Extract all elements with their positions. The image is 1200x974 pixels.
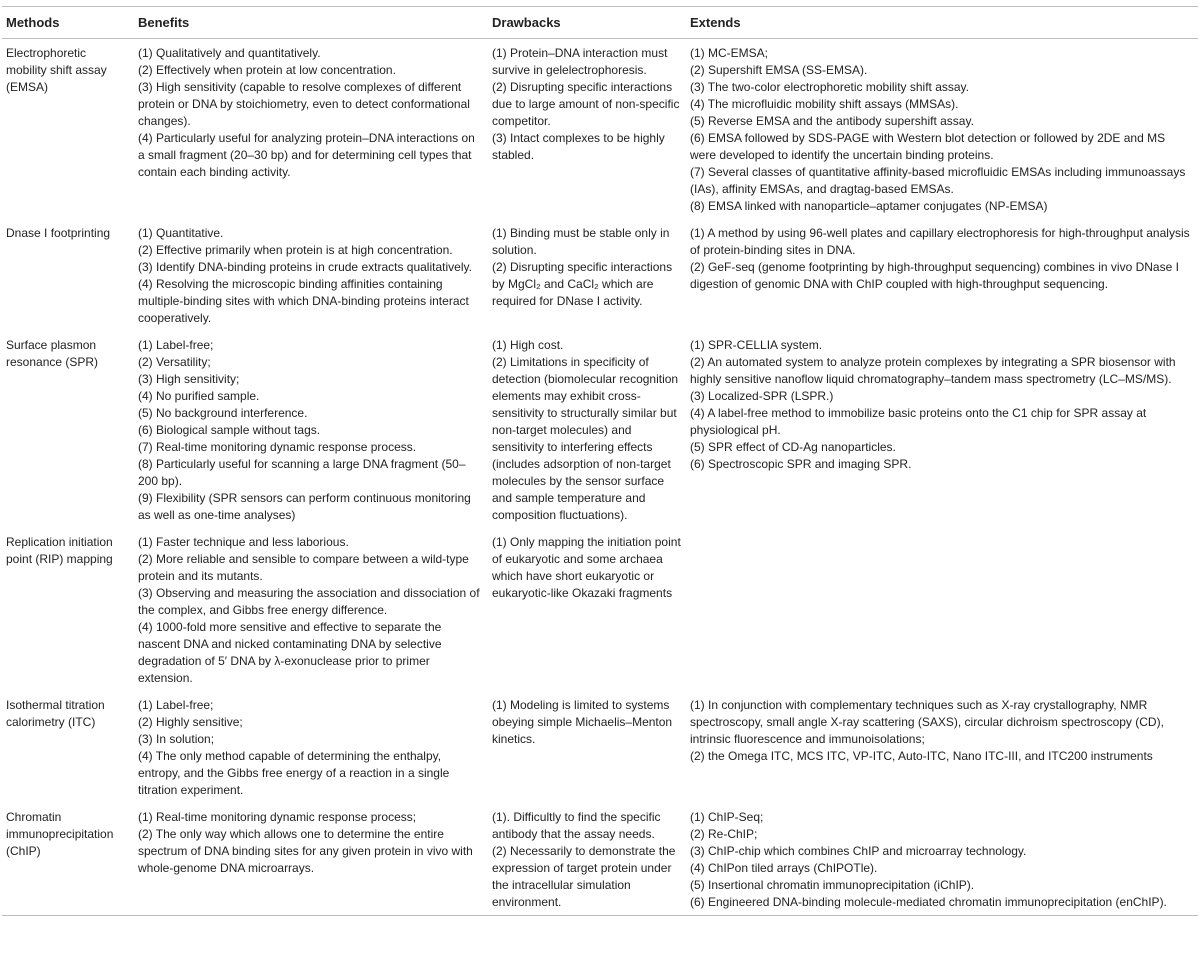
list-item: (4) 1000-fold more sensitive and effective to separate the nascent DNA and nicked contaminating DNA by selective degradation of 5′ DNA by λ-exonuclease prior to primer extension. (138, 620, 442, 685)
list-item: (2) the Omega ITC, MCS ITC, VP-ITC, Auto-ITC, Nano ITC-III, and ITC200 instruments (690, 749, 1153, 763)
drawbacks-cell (488, 528, 686, 691)
list-item: (1) Label-free; (138, 698, 214, 712)
list-item: (6) Biological sample without tags. (138, 423, 321, 437)
drawbacks-cell (488, 219, 686, 331)
header-benefits: Benefits (134, 7, 488, 39)
list-item: (9) Flexibility (SPR sensors can perform continuous monitoring as well as one-time analyses) (138, 491, 471, 522)
header-extends: Extends (686, 7, 1198, 39)
list-item: (2) The only way which allows one to determine the entire spectrum of DNA binding sites for any given protein in vivo with whole-genome DNA microarrays. (138, 827, 473, 875)
list-item: (5) Insertional chromatin immunoprecipitation (iChIP). (690, 878, 975, 892)
list-item: (1) Label-free; (138, 338, 214, 352)
list-item: (4) Particularly useful for analyzing protein–DNA interactions on a small fragment (20–30 bp) and for determining cell types that contain each binding activity. (138, 131, 475, 179)
benefits-cell (134, 39, 488, 220)
list-item: (1) In conjunction with complementary techniques such as X-ray crystallography, NMR spectroscopy, small angle X-ray scattering (SAXS), circular dichroism spectroscopy (CD), intrinsic fluorescence and immunoisolations; (690, 698, 1164, 746)
drawbacks-cell (488, 803, 686, 916)
method-name: Isothermal titration calorimetry (ITC) (6, 698, 105, 729)
list-item: (2) GeF-seq (genome footprinting by high-throughput sequencing) combines in vivo DNase I digestion of genomic DNA with ChIP coupled with high-throughput sequencing. (690, 260, 1179, 291)
list-item: (2) Limitations in specificity of detection (biomolecular recognition elements may exhibit cross-sensitivity to structurally similar but non-target molecules) and sensitivity to interfering effects (includes adsorption of non-target molecules by the sensor surface and sample temperature and composition fluctuations). (492, 355, 679, 522)
list-item: (6) EMSA followed by SDS-PAGE with Western blot detection or followed by 2DE and MS were developed to identify the uncertain binding proteins. (690, 131, 1166, 162)
list-item: (5) SPR effect of CD-Ag nanoparticles. (690, 440, 896, 454)
method-name: Dnase I footprinting (6, 226, 111, 240)
method-cell (2, 331, 134, 528)
list-item: (3) Identify DNA-binding proteins in crude extracts qualitatively. (138, 260, 472, 274)
list-item: (1) Modeling is limited to systems obeying simple Michaelis–Menton kinetics. (492, 698, 673, 746)
list-item: (3) ChIP-chip which combines ChIP and microarray technology. (690, 844, 1027, 858)
list-item: (3) High sensitivity (capable to resolve complexes of different protein or DNA by stoichiometry, even to detect conformational changes). (138, 80, 470, 128)
list-item: (1) SPR-CELLIA system. (690, 338, 823, 352)
list-item: (3) Observing and measuring the association and dissociation of the complex, and Gibbs free energy difference. (138, 586, 480, 617)
table-row (2, 39, 1198, 220)
header-methods: Methods (2, 7, 134, 39)
list-item: (2) Highly sensitive; (138, 715, 243, 729)
header-row (2, 7, 1198, 39)
benefits-cell (134, 528, 488, 691)
method-name: Chromatin immunoprecipitation (ChIP) (6, 810, 114, 858)
extends-cell (686, 39, 1198, 220)
list-item: (3) The two-color electrophoretic mobility shift assay. (690, 80, 969, 94)
list-item: (1) Faster technique and less laborious. (138, 535, 349, 549)
list-item: (2) Disrupting specific interactions due to large amount of non-specific competitor. (492, 80, 680, 128)
method-cell (2, 219, 134, 331)
method-cell (2, 39, 134, 220)
list-item: (8) EMSA linked with nanoparticle–aptamer conjugates (NP-EMSA) (690, 199, 1048, 213)
method-cell (2, 528, 134, 691)
list-item: (3) In solution; (138, 732, 215, 746)
methods-comparison-table (2, 6, 1198, 916)
list-item: (2) More reliable and sensible to compare between a wild-type protein and its mutants. (138, 552, 469, 583)
list-item: (4) Resolving the microscopic binding affinities containing multiple-binding sites with which DNA-binding proteins interact cooperatively. (138, 277, 469, 325)
header-drawbacks: Drawbacks (488, 7, 686, 39)
table-row (2, 691, 1198, 803)
list-item: (1) Only mapping the initiation point of eukaryotic and some archaea which have short eukaryotic or eukaryotic-like Okazaki fragments (492, 535, 681, 600)
table-row (2, 528, 1198, 691)
list-item: (2) Disrupting specific interactions by MgCl₂ and CaCl₂ which are required for DNase I activity. (492, 260, 673, 308)
list-item: (2) Versatility; (138, 355, 211, 369)
list-item: (1) Protein–DNA interaction must survive in gelelectrophoresis. (492, 46, 668, 77)
list-item: (2) Re-ChIP; (690, 827, 758, 841)
benefits-cell (134, 803, 488, 916)
list-item: (5) No background interference. (138, 406, 308, 420)
list-item: (4) The microfluidic mobility shift assays (MMSAs). (690, 97, 959, 111)
list-item: (6) Engineered DNA-binding molecule-mediated chromatin immunoprecipitation (enChIP). (690, 895, 1167, 909)
benefits-cell (134, 691, 488, 803)
benefits-cell (134, 219, 488, 331)
list-item: (2) Necessarily to demonstrate the expression of target protein under the intracellular simulation environment. (492, 844, 676, 909)
list-item: (6) Spectroscopic SPR and imaging SPR. (690, 457, 912, 471)
list-item: (4) No purified sample. (138, 389, 260, 403)
extends-cell (686, 803, 1198, 916)
extends-cell (686, 528, 1198, 691)
table-row (2, 803, 1198, 916)
method-name: Replication initiation point (RIP) mapping (6, 535, 113, 566)
method-cell (2, 691, 134, 803)
table-row (2, 331, 1198, 528)
list-item: (1) High cost. (492, 338, 564, 352)
list-item: (5) Reverse EMSA and the antibody supershift assay. (690, 114, 974, 128)
list-item: (1) Real-time monitoring dynamic response process; (138, 810, 417, 824)
list-item: (1) ChIP-Seq; (690, 810, 764, 824)
list-item: (4) The only method capable of determining the enthalpy, entropy, and the Gibbs free energy of a reaction in a single titration experiment. (138, 749, 450, 797)
list-item: (2) Effectively when protein at low concentration. (138, 63, 396, 77)
benefits-cell (134, 331, 488, 528)
list-item: (8) Particularly useful for scanning a large DNA fragment (50–200 bp). (138, 457, 466, 488)
list-item: (1) Quantitative. (138, 226, 224, 240)
list-item: (1). Difficultly to find the specific antibody that the assay needs. (492, 810, 661, 841)
list-item: (2) Effective primarily when protein is at high concentration. (138, 243, 453, 257)
list-item: (7) Real-time monitoring dynamic response process. (138, 440, 417, 454)
list-item: (1) Qualitatively and quantitatively. (138, 46, 321, 60)
list-item: (7) Several classes of quantitative affinity-based microfluidic EMSAs including immunoassays (IAs), affinity EMSAs, and dragtag-based EMSAs. (690, 165, 1186, 196)
list-item: (4) A label-free method to immobilize basic proteins onto the C1 chip for SPR assay at physiological pH. (690, 406, 1147, 437)
list-item: (2) Supershift EMSA (SS-EMSA). (690, 63, 868, 77)
list-item: (1) A method by using 96-well plates and capillary electrophoresis for high-throughput analysis of protein-binding sites in DNA. (690, 226, 1190, 257)
extends-cell (686, 331, 1198, 528)
drawbacks-cell (488, 39, 686, 220)
drawbacks-cell (488, 331, 686, 528)
extends-cell (686, 219, 1198, 331)
method-name: Surface plasmon resonance (SPR) (6, 338, 99, 369)
list-item: (2) An automated system to analyze protein complexes by integrating a SPR biosensor with highly sensitive nanoflow liquid chromatography–tandem mass spectrometry (LC–MS/MS). (690, 355, 1176, 386)
list-item: (1) Binding must be stable only in solution. (492, 226, 670, 257)
list-item: (4) ChIPon tiled arrays (ChIPOTle). (690, 861, 878, 875)
list-item: (1) MC-EMSA; (690, 46, 768, 60)
method-cell (2, 803, 134, 916)
extends-cell (686, 691, 1198, 803)
method-name: Electrophoretic mobility shift assay (EMSA) (6, 46, 107, 94)
table-row (2, 219, 1198, 331)
list-item: (3) Intact complexes to be highly stabled. (492, 131, 665, 162)
list-item: (3) Localized-SPR (LSPR.) (690, 389, 834, 403)
list-item: (3) High sensitivity; (138, 372, 240, 386)
drawbacks-cell (488, 691, 686, 803)
